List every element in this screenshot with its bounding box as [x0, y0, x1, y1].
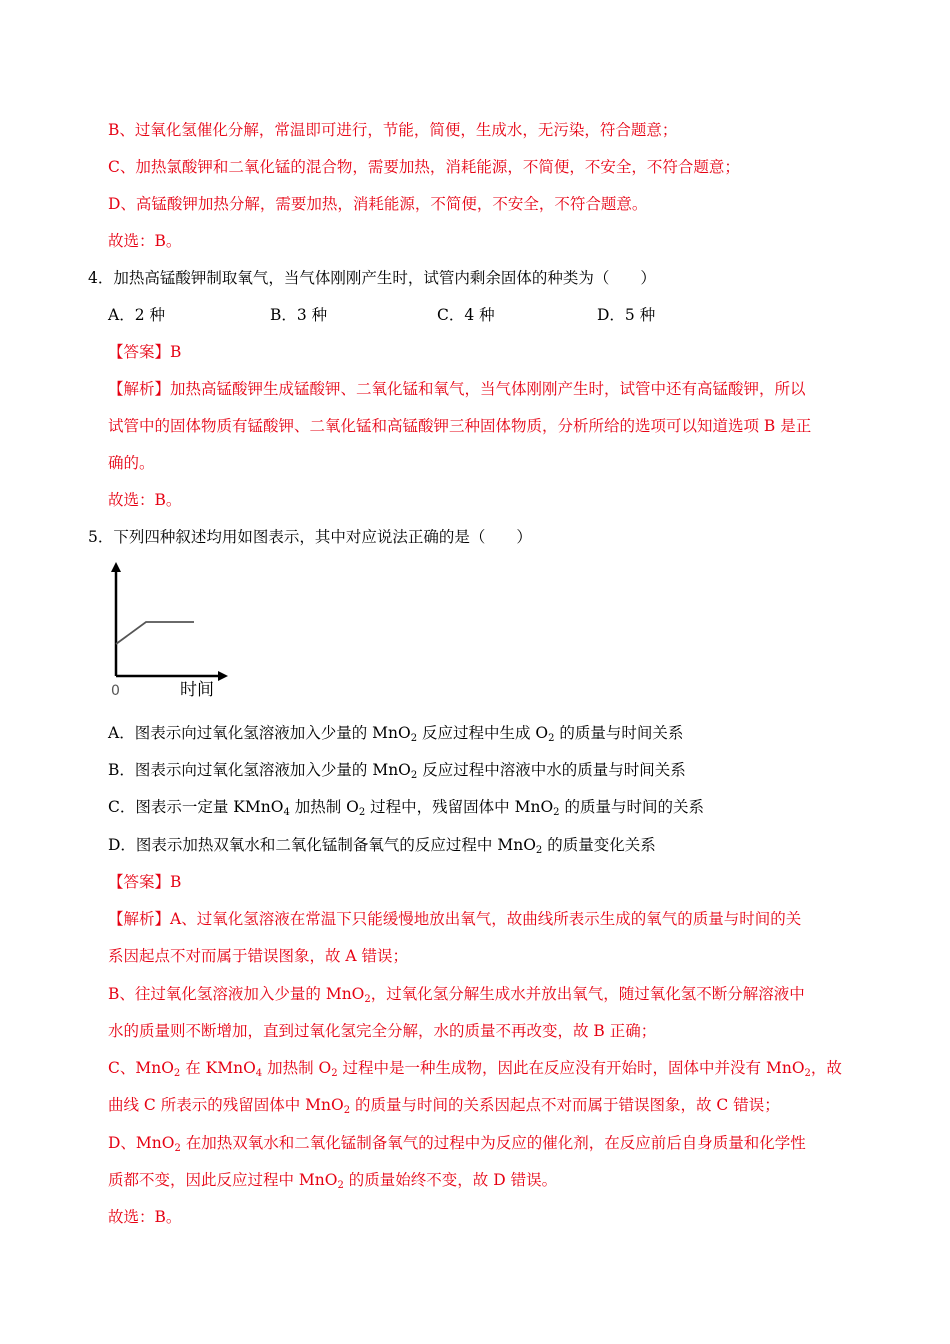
q4-option-b: B．3 种 — [270, 306, 328, 324]
y-axis-arrow — [111, 562, 121, 572]
q5-answer — [108, 870, 181, 894]
q4-analysis-text-1: 加热高锰酸钾生成锰酸钾、二氧化锰和氧气，当气体刚刚产生时，试管中还有高锰酸钾，所以 — [170, 380, 806, 398]
q4-analysis-tag: 【解析】 — [108, 380, 171, 398]
q4-option-a: A．2 种 — [108, 306, 165, 324]
x-axis-arrow — [218, 671, 228, 681]
q4-analysis-line-2: 试管中的固体物质有锰酸钾、二氧化锰和高锰酸钾三种固体物质，分析所给的选项可以知道选项 B 是正 — [108, 417, 812, 435]
q4-option-d: D．5 种 — [597, 306, 656, 324]
q5-analysis-a2: 系因起点不对而属于错误图象，故 A 错误； — [108, 947, 409, 965]
q4-option-c: C．4 种 — [437, 306, 495, 324]
q4-answer-tag: 【答案】 — [108, 343, 171, 361]
q5-stem: 5．下列四种叙述均用如图表示，其中对应说法正确的是（ ） — [88, 528, 532, 546]
q3-analysis-d: D、高锰酸钾加热分解，需要加热，消耗能源，不简便，不安全，不符合题意。 — [108, 195, 648, 213]
q5-option-a: A．图表示向过氧化氢溶液加入少量的 MnO$_2$ 反应过程中生成 $O_2$ 的质量与时间关系 — [108, 724, 684, 744]
q5-analysis-d1: D、MnO$_2$ 在加热双氧水和二氧化锰制备氧气的过程中为反应的催化剂，在反应前后自身质量和化学性 — [108, 1134, 806, 1154]
q4-answer-value: B — [170, 343, 182, 361]
q4-select: 故选：B。 — [108, 491, 182, 509]
q4-analysis-line-3: 确的。 — [108, 454, 155, 472]
q5-answer-value: B — [170, 873, 182, 891]
q5-analysis-c1: C、MnO$_2$ 在 KMnO$_4$ 加热制 $O_2$ 过程中是一种生成物，因此在反应没有开始时，固体中并没有 MnO$_2$，故 — [108, 1059, 842, 1079]
graph-curve — [116, 622, 194, 644]
q4-answer — [108, 340, 181, 364]
q5-analysis-b1: B、往过氧化氢溶液加入少量的 MnO$_2$，过氧化氢分解生成水并放出氧气，随过氧化氢不断分解溶液中 — [108, 985, 805, 1005]
q5-analysis-tag: 【解析】 — [108, 910, 171, 928]
q5-option-b: B．图表示向过氧化氢溶液加入少量的 MnO$_2$ 反应过程中溶液中水的质量与时间关系 — [108, 761, 686, 781]
q5-option-d: D．图表示加热双氧水和二氧化锰制备氧气的反应过程中 MnO$_2$ 的质量变化关系 — [108, 836, 656, 856]
q5-analysis-b2: 水的质量则不断增加，直到过氧化氢完全分解，水的质量不再改变，故 B 正确； — [108, 1022, 657, 1040]
graph-x-label: 时间 — [180, 680, 214, 698]
q3-analysis-b: B、过氧化氢催化分解，常温即可进行，节能，简便，生成水，无污染，符合题意； — [108, 121, 678, 139]
graph-origin-label: 0 — [111, 683, 120, 698]
q3-select: 故选：B。 — [108, 232, 182, 250]
q4-analysis-line-1 — [108, 377, 806, 401]
q4-stem: 4．加热高锰酸钾制取氧气，当气体刚刚产生时，试管内剩余固体的种类为（ ） — [88, 269, 656, 287]
q5-answer-tag: 【答案】 — [108, 873, 171, 891]
q5-graph — [100, 558, 240, 698]
q5-option-c: C．图表示一定量 KMnO$_4$ 加热制 $O_2$ 过程中，残留固体中 MnO$_2$ 的质量与时间的关系 — [108, 798, 704, 818]
q5-analysis-a1: 【解析】A、过氧化氢溶液在常温下只能缓慢地放出氧气，故曲线所表示生成的氧气的质量与时间的关 — [108, 910, 802, 928]
q3-analysis-c: C、加热氯酸钾和二氧化锰的混合物，需要加热，消耗能源，不简便，不安全，不符合题意； — [108, 158, 740, 176]
q5-analysis-c2: 曲线 C 所表示的残留固体中 MnO$_2$ 的质量与时间的关系因起点不对而属于错误图象，故 C 错误； — [108, 1096, 780, 1116]
q5-select: 故选：B。 — [108, 1208, 182, 1226]
q5-analysis-d2: 质都不变，因此反应过程中 MnO$_2$ 的质量始终不变，故 D 错误。 — [108, 1171, 558, 1191]
